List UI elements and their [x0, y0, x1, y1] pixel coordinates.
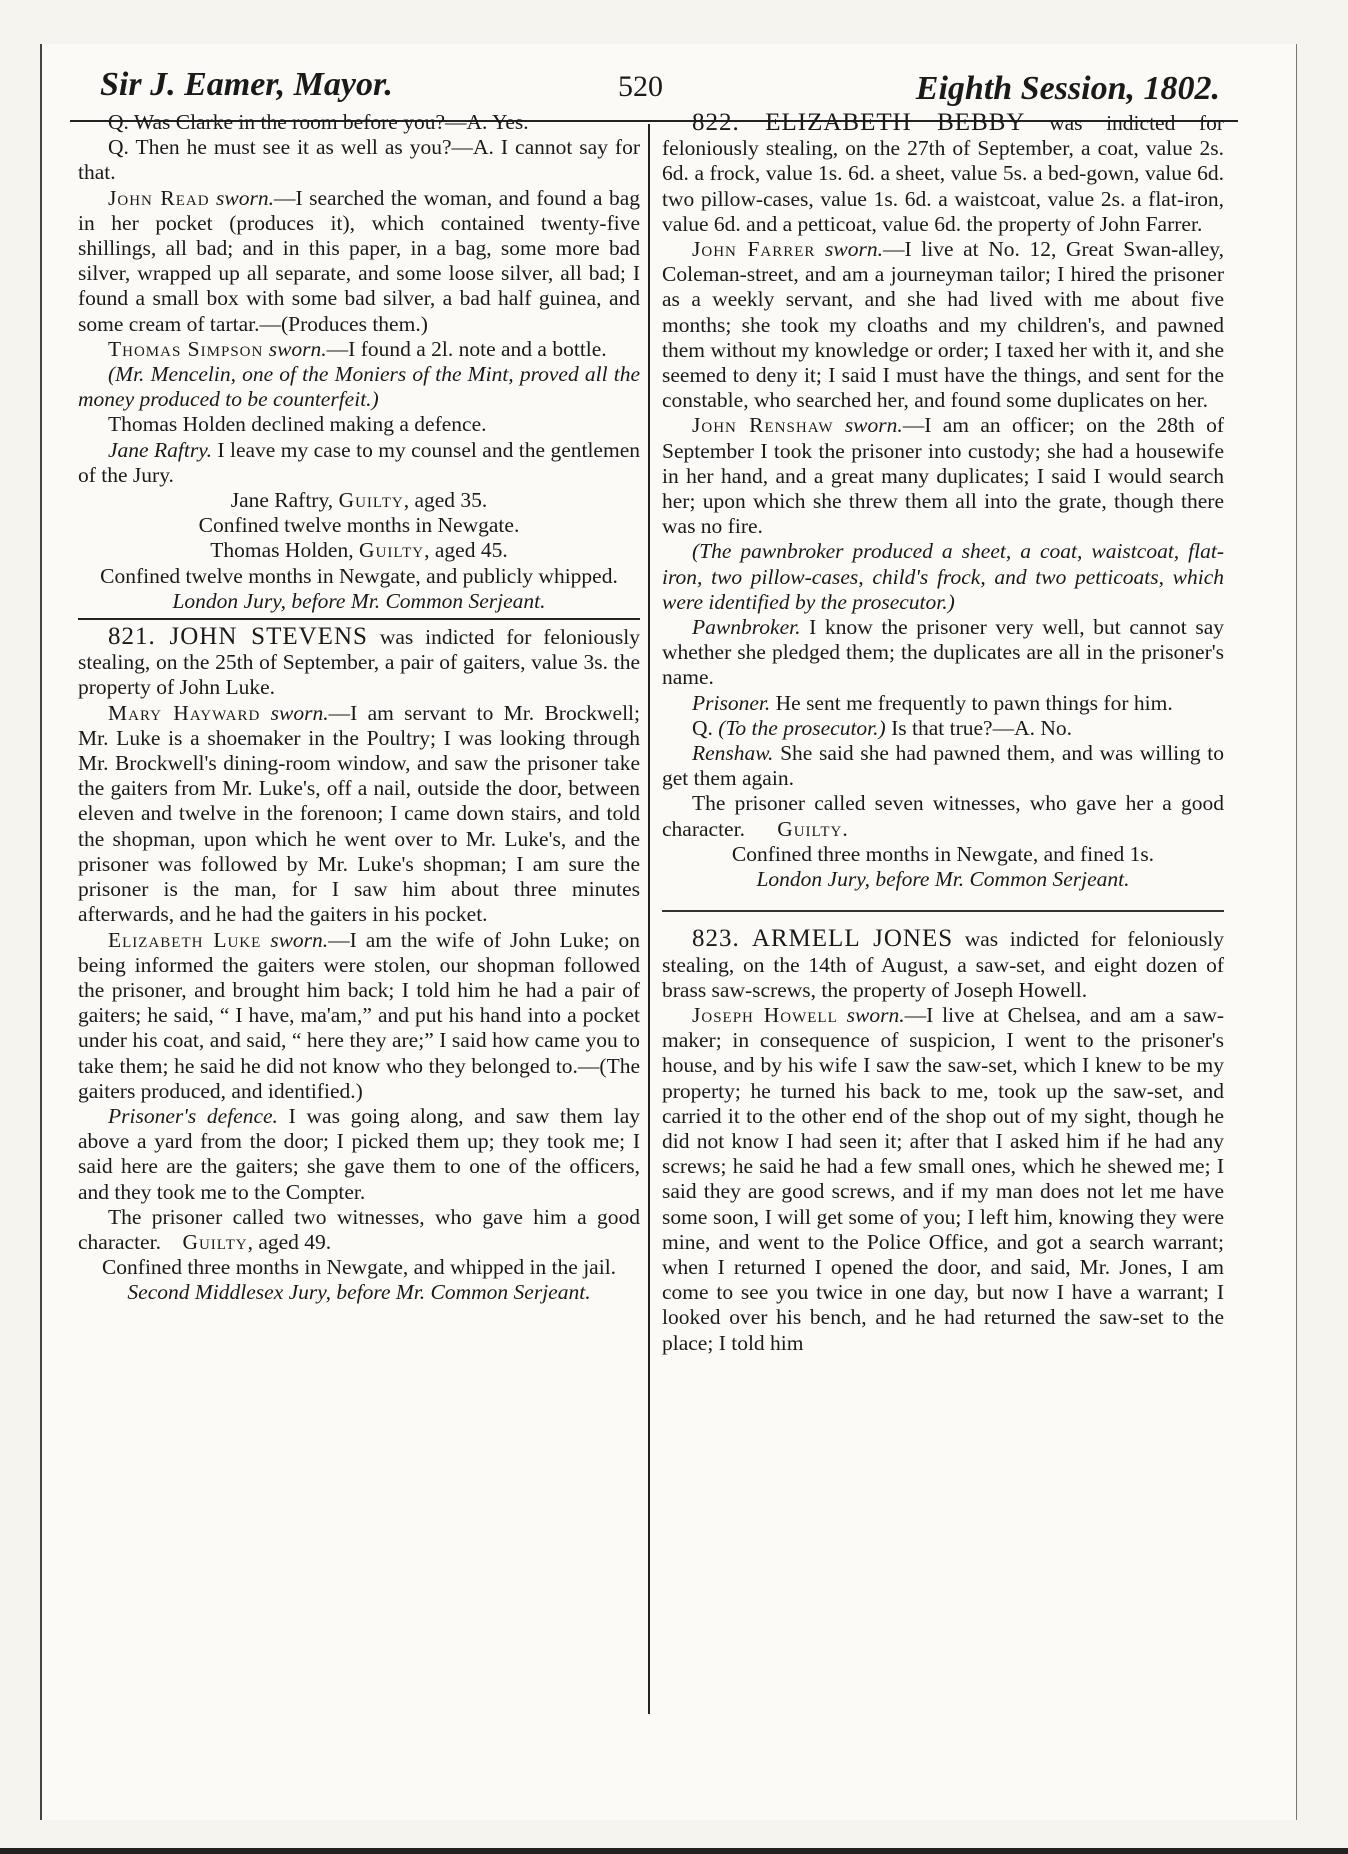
question: [662, 716, 1224, 741]
witness-name: Thomas Simpson: [108, 336, 264, 361]
verdict-line: [78, 538, 640, 563]
statement: [662, 741, 1224, 791]
testimony: [662, 1003, 1224, 1356]
column-divider: [648, 124, 650, 1714]
sworn-label: sworn.: [844, 413, 903, 438]
header-session: Eighth Session, 1802.: [915, 70, 1220, 107]
jury-line: Second Middlesex Jury, before Mr. Common Serjeant.: [127, 1280, 591, 1305]
verdict-line: [78, 488, 640, 513]
paragraph: Q. Was Clarke in the room before you?—A. Yes.: [108, 110, 529, 134]
note: (Mr. Mencelin, one of the Moniers of the Mint, proved all the money produced to be counterfeit.): [78, 362, 640, 412]
note: (The pawnbroker produced a sheet, a coat, waistcoat, flat-iron, two pillow-cases, child's frock, and two petticoats, which were identified by the prosecutor.): [662, 539, 1224, 614]
character-witnesses: The prisoner called seven witnesses, who gave her a good character.: [662, 791, 1224, 841]
statement-text: I know the prisoner very well, but cannot say whether she pledged them; the duplicates are all in the prisoner's name.: [662, 615, 1224, 690]
testimony: [662, 237, 1224, 413]
sworn-label: sworn.: [825, 237, 883, 262]
defendant-name: Thomas Holden,: [210, 538, 359, 563]
jury-line: London Jury, before Mr. Common Serjeant.: [172, 588, 546, 613]
q-aside: (To the prosecutor.): [718, 715, 886, 740]
testimony-text: —I searched the woman, and found a bag in her pocket (produces it), which contained twenty-five shillings, all bad; and in this paper, in a bag, some more bad silver, wrapped up all separate, and some loose silver, all bad; I found a small box with some bad silver, a bad half guinea, and some cream of tartar.—(Produces them.): [78, 185, 640, 336]
sworn-label: sworn.: [268, 336, 327, 361]
q-label: Q.: [692, 715, 719, 740]
verdict: Guilty.: [777, 816, 849, 841]
case-heading: 822. ELIZABETH BEBBY: [692, 109, 1026, 136]
sworn-label: sworn.: [270, 700, 329, 725]
defence-text: I leave my case to my counsel and the gentlemen of the Jury.: [78, 437, 640, 487]
testimony: [78, 186, 640, 337]
witness-name: Elizabeth Luke: [108, 927, 262, 952]
character-witnesses: The prisoner called two witnesses, who gave him a good character.: [78, 1204, 640, 1254]
verdict: Guilty: [182, 1229, 248, 1254]
indictment-text: was indicted for feloniously stealing, on the 14th of August, a saw-set, and eight dozen of brass saw-screws, the property of Joseph Howell.: [662, 927, 1224, 1002]
verdict-paragraph: [78, 1205, 640, 1255]
sentence: Confined twelve months in Newgate, and publicly whipped.: [100, 563, 618, 588]
case-heading: 821. JOHN STEVENS: [108, 623, 368, 651]
sentence: Confined twelve months in Newgate.: [198, 513, 520, 538]
witness-name: John Read: [108, 185, 210, 210]
sworn-label: sworn.: [846, 1002, 905, 1027]
witness-name: John Renshaw: [692, 413, 834, 438]
speaker-label: Renshaw.: [692, 741, 774, 766]
statement: [662, 615, 1224, 691]
case-821: [78, 624, 640, 701]
defendant-name: Jane Raftry,: [230, 488, 339, 513]
header-mayor: Sir J. Eamer, Mayor.: [100, 66, 393, 103]
running-header: [70, 52, 1230, 116]
speaker-label: Jane Raftry.: [108, 437, 212, 462]
age: , aged 49.: [247, 1229, 332, 1254]
testimony-text: —I live at Chelsea, and am a saw-maker; in consequence of suspicion, I went to the prisoner's house, and by his wife I saw the saw-set, which I knew to be my property; he turned his back to me, took up the saw-set, and carried it to the other end of the shop out of my sight, though he did not know I had seen it; after that I asked him if he had any screws; he said he had a few small ones, which he shewed me; I said they are good screws, and if my man does not let me have some soon, I will get some of you; I left him, knowing they were mine, and went to the Police Office, and got a search warrant; when I returned I opened the door, and said, Mr. Jones, I am come to see you twice in one day, but now I have a warrant; I looked over his bench, and he had returned the saw-set to the place; I told him: [662, 1002, 1225, 1355]
speaker-label: Prisoner's defence.: [108, 1103, 278, 1128]
scan-edge: [0, 1848, 1348, 1854]
defence: [78, 438, 640, 488]
verdict: Guilty: [358, 538, 425, 563]
testimony-text: —I live at No. 12, Great Swan-alley, Coleman-street, and am a journeyman tailor; I hired the prisoner as a weekly servant, and she had lived with me about five months; she took my cloaths and my children's, and pawned them without my knowledge or order; I taxed her with it, and she seemed to deny it; I said I must have the things, and sent for the constable, who searched her, and found some duplicates on her.: [662, 237, 1224, 413]
age: , aged 45.: [424, 538, 508, 563]
testimony-text: —I found a 2l. note and a bottle.: [326, 336, 607, 361]
page-number: 520: [618, 70, 663, 103]
testimony: [78, 928, 640, 1104]
testimony-text: —I am servant to Mr. Brockwell; Mr. Luke is a shoemaker in the Poultry; I was looking through Mr. Brockwell's dining-room window, and saw the prisoner take the gaiters from Mr. Luke's, off a nail, outside the door, between eleven and twelve in the forenoon; I came down stairs, and told the shopman, upon which he went over to Mr. Luke's, and the prisoner was followed by Mr. Luke's shopman; I am sure the prisoner is the man, for I saw him about three minutes afterwards, and he had the gaiters in his pocket.: [78, 700, 640, 927]
left-column: [78, 110, 640, 1306]
jury-line: London Jury, before Mr. Common Serjeant.: [756, 867, 1130, 892]
testimony: [78, 701, 640, 928]
witness-name: John Farrer: [692, 237, 816, 262]
case-separator: [662, 910, 1224, 912]
statement-text: She said she had pawned them, and was willing to get them again.: [662, 741, 1224, 791]
verdict: Guilty: [338, 488, 404, 513]
statement: [662, 691, 1224, 716]
sworn-label: sworn.: [216, 185, 274, 210]
q-text: Is that true?—A. No.: [885, 715, 1073, 740]
verdict-paragraph: [662, 791, 1224, 841]
sentence: Confined three months in Newgate, and whipped in the jail.: [101, 1255, 617, 1280]
statement-text: He sent me frequently to pawn things for him.: [770, 690, 1173, 715]
speaker-label: Pawnbroker.: [692, 615, 801, 640]
case-822: [662, 110, 1224, 237]
testimony: [662, 413, 1224, 539]
paragraph: Thomas Holden declined making a defence.: [108, 412, 487, 437]
witness-name: Mary Hayward: [108, 700, 261, 725]
indictment-text: was indicted for feloniously stealing, on the 25th of September, a pair of gaiters, value 3s. the property of John Luke.: [78, 625, 640, 700]
case-heading: 823. ARMELL JONES: [692, 925, 954, 953]
testimony: [78, 337, 640, 362]
case-823: [662, 926, 1224, 1003]
witness-name: Joseph Howell: [692, 1002, 838, 1027]
testimony-text: —I am an officer; on the 28th of September I took the prisoner into custody; she had a housewife in her hand, and a great many duplicates; I said I would search her; upon which she threw them all into the grate, though there was no fire.: [662, 413, 1224, 539]
sentence: Confined three months in Newgate, and fined 1s.: [731, 841, 1155, 866]
paragraph: Q. Then he must see it as well as you?—A. I cannot say for that.: [78, 135, 640, 185]
defence: [78, 1104, 640, 1205]
defence-text: I was going along, and saw them lay above a yard from the door; I picked them up; they took me; I said here are the gaiters; she gave them to one of the officers, and they took me to the Compter.: [78, 1103, 640, 1204]
speaker-label: Prisoner.: [692, 690, 771, 715]
age: , aged 35.: [403, 488, 488, 513]
case-separator: [78, 618, 640, 620]
testimony-text: —I am the wife of John Luke; on being informed the gaiters were stolen, our shopman followed the prisoner, and brought him back; I told him he had a pair of gaiters; he said, “ I have, ma'am,” and put his hand into a pocket under his coat, and said, “ here they are;” I said how came you to take them; he said he did not know who they belonged to.—(The gaiters produced, and identified.): [78, 927, 641, 1103]
indictment-text: was indicted for feloniously stealing, on the 27th of September, a coat, value 2s. 6d. a frock, value 1s. 6d. a sheet, value 5s. a bed-gown, value 6d. two pillow-cases, value 1s. 6d. a waistcoat, value 2s. a flat-iron, value 6d. and a petticoat, value 6d. the property of John Farrer.: [662, 111, 1224, 236]
sworn-label: sworn.: [270, 927, 329, 952]
right-column: [662, 110, 1224, 1356]
